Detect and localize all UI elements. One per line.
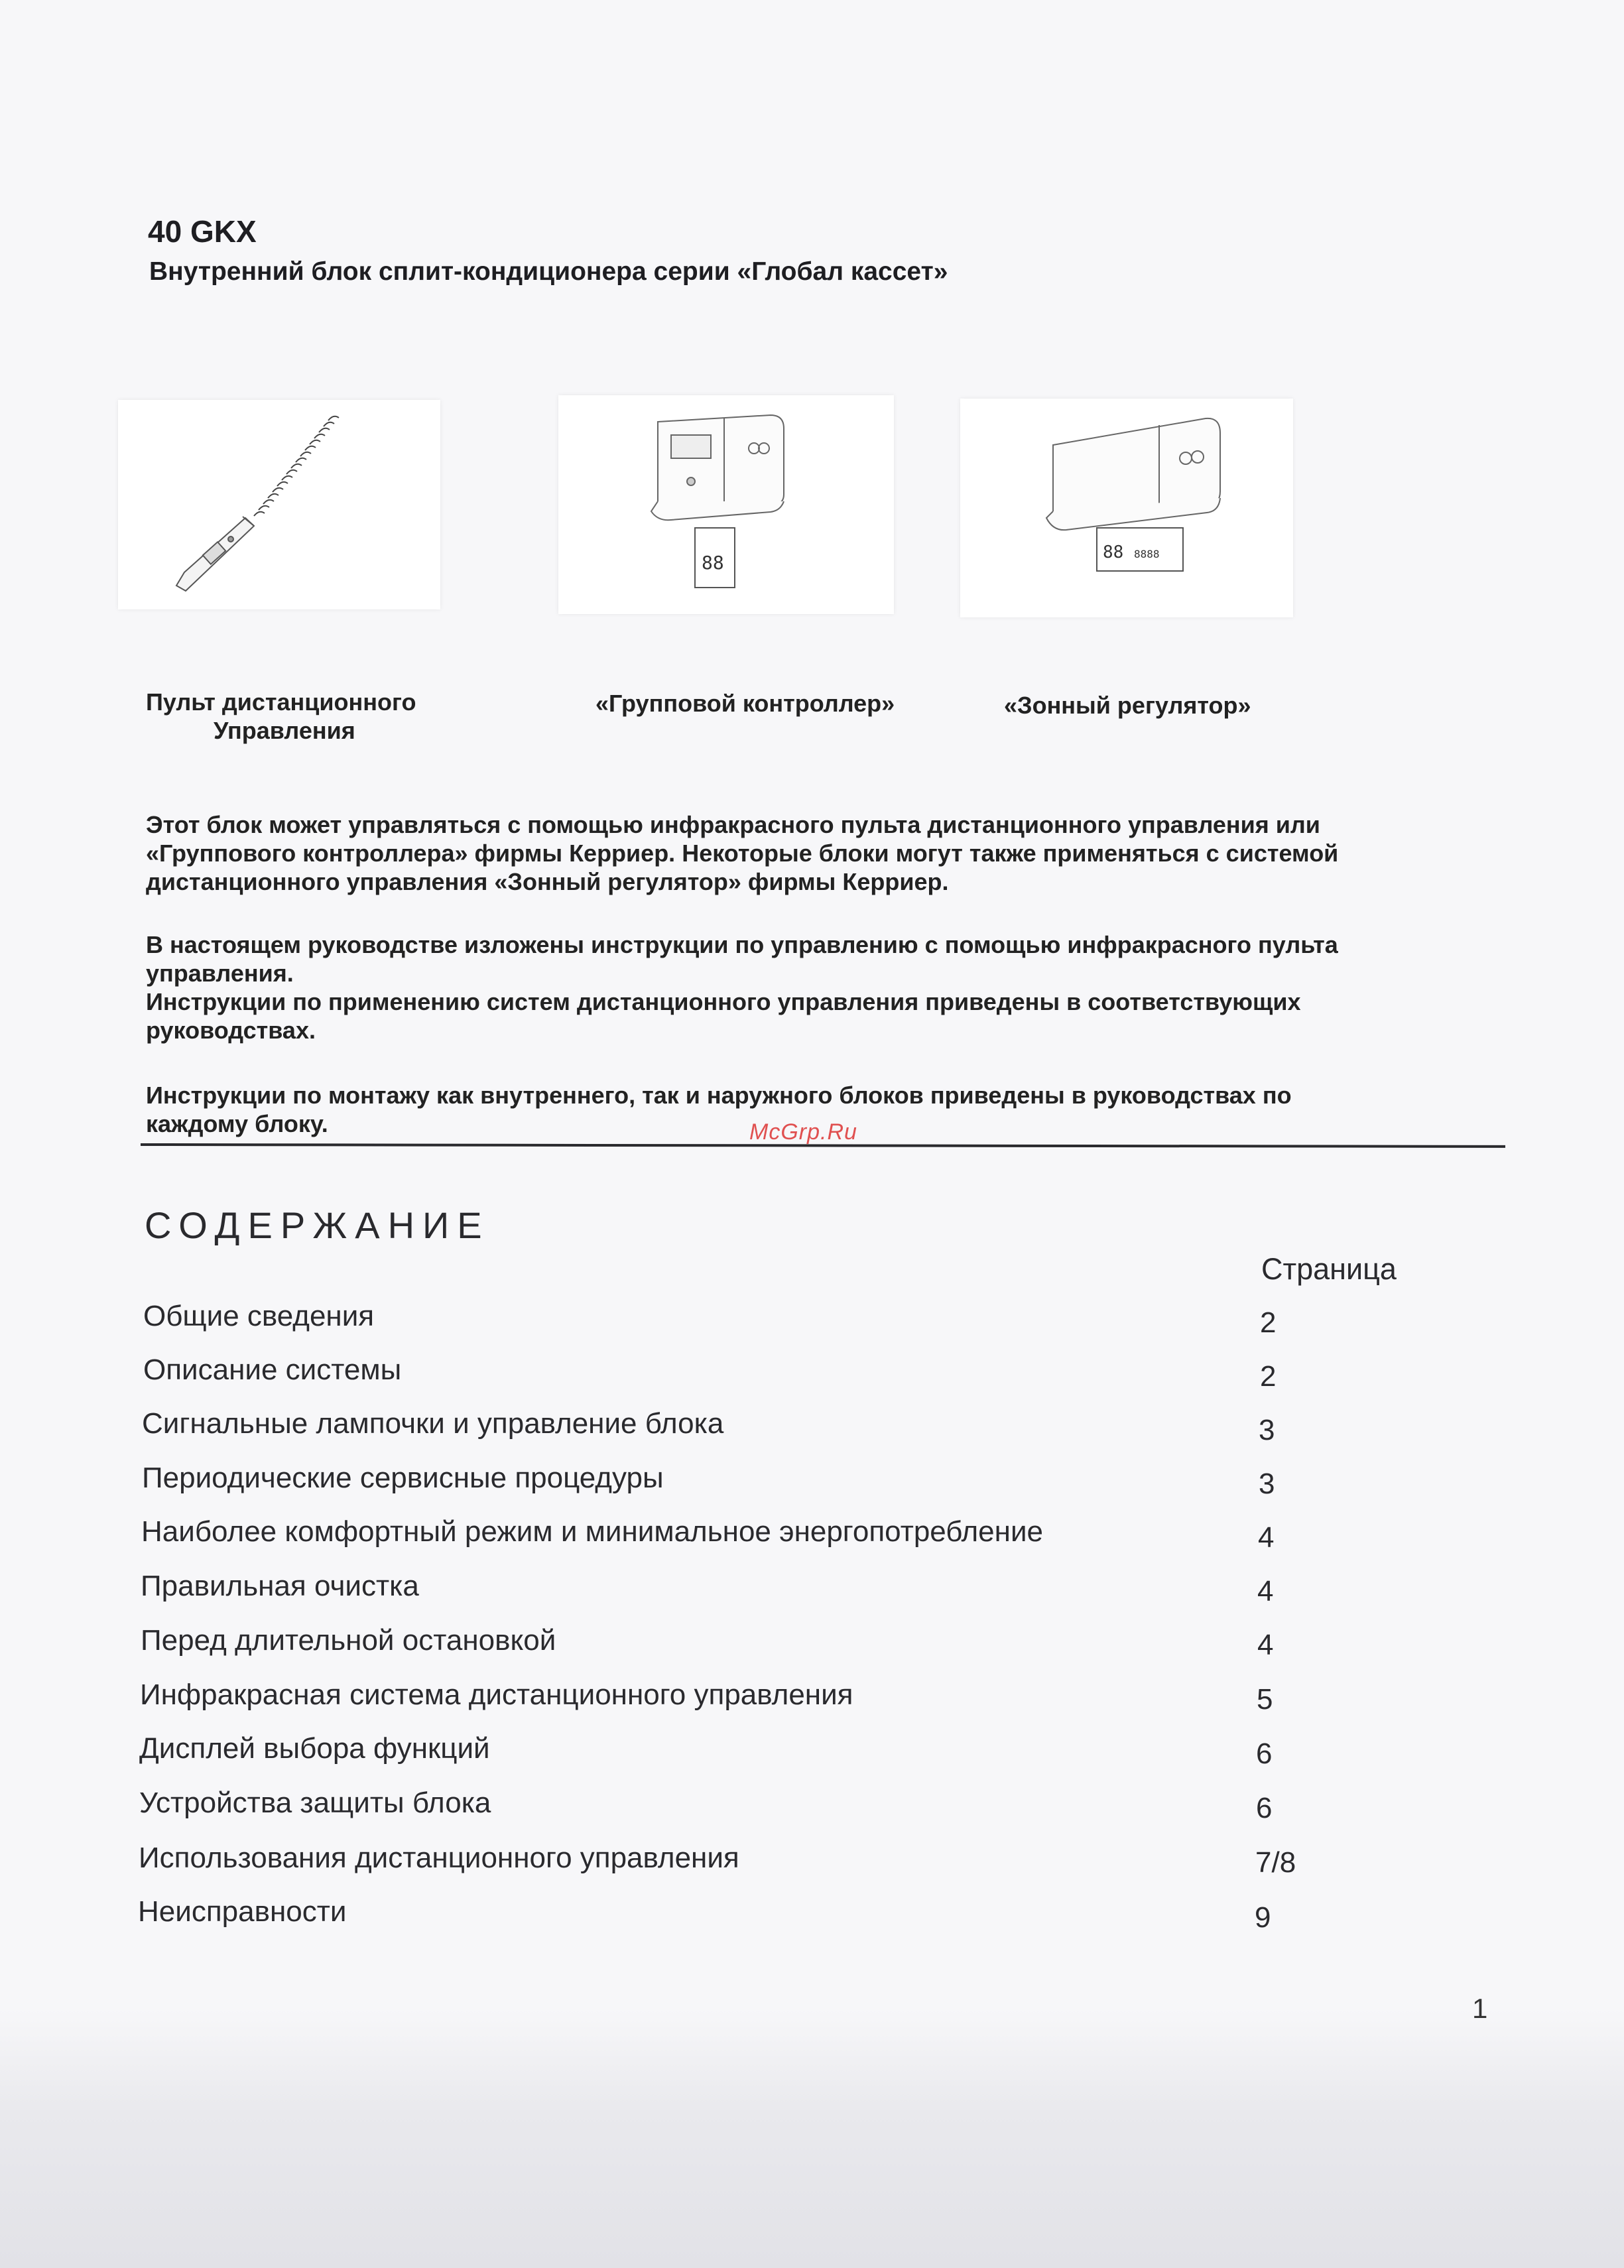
- zone-regulator-illustration: [960, 399, 1293, 617]
- svg-text:88: 88: [1103, 542, 1124, 562]
- remote-control-image: [118, 400, 440, 609]
- group-controller-image: [558, 395, 894, 614]
- document-subtitle: Внутренний блок сплит-кондиционера серии «Глобал кассет»: [149, 257, 948, 286]
- zone-regulator-image: [960, 399, 1293, 617]
- toc-item-page: 2: [1260, 1360, 1277, 1393]
- intro-paragraph-1: [146, 810, 1499, 896]
- zone-regulator-caption: «Зонный регулятор»: [1004, 692, 1251, 719]
- watermark: McGrp.Ru: [749, 1119, 857, 1145]
- toc-item-page: 3: [1259, 1414, 1275, 1446]
- remote-control-illustration: [118, 400, 440, 609]
- remote-caption-line2: Управления: [214, 717, 355, 744]
- scan-shadow: [0, 2009, 1624, 2268]
- toc-item-label: Устройства защиты блока: [139, 1787, 491, 1819]
- remote-caption-line1: Пульт дистанционного: [146, 688, 416, 716]
- text-line: руководствах.: [146, 1017, 316, 1044]
- text-line: управления.: [146, 960, 294, 987]
- toc-item-page: 3: [1259, 1468, 1275, 1500]
- toc-item-label: Дисплей выбора функций: [139, 1732, 490, 1765]
- intro-paragraph-2: [146, 930, 1499, 1044]
- toc-item-label: Наиболее комфортный режим и минимальное энергопотребление: [141, 1515, 1044, 1548]
- toc-item-label: Периодические сервисные процедуры: [142, 1462, 664, 1494]
- toc-item-page: 6: [1256, 1737, 1273, 1770]
- toc-item-page: 2: [1260, 1306, 1277, 1339]
- svg-text:8888: 8888: [1134, 548, 1160, 560]
- toc-item-label: Описание системы: [143, 1354, 402, 1386]
- text-line: Инструкции по монтажу как внутреннего, так и наружного блоков приведены в руководствах по: [146, 1082, 1292, 1109]
- svg-text:88: 88: [702, 552, 724, 574]
- text-line: дистанционного управления «Зонный регулятор» фирмы Керриер.: [146, 868, 949, 895]
- text-line: Инструкции по применению систем дистанционного управления приведены в соответствующих: [146, 988, 1301, 1015]
- group-controller-caption: «Групповой контроллер»: [595, 690, 895, 717]
- toc-item-page: 7/8: [1255, 1846, 1296, 1879]
- toc-item-page: 6: [1256, 1792, 1273, 1824]
- text-line: Этот блок может управляться с помощью инфракрасного пульта дистанционного управления или: [146, 811, 1320, 838]
- toc-item-label: Неисправности: [138, 1895, 347, 1928]
- infrared-signal-icon: [254, 416, 339, 516]
- toc-item-label: Общие сведения: [143, 1300, 375, 1332]
- toc-page-column-header: Страница: [1261, 1252, 1397, 1286]
- toc-item-label: Использования дистанционного управления: [139, 1842, 739, 1874]
- group-controller-illustration: [558, 395, 894, 614]
- toc-item-page: 4: [1258, 1521, 1275, 1554]
- toc-item-page: 4: [1257, 1629, 1274, 1661]
- toc-item-page: 9: [1255, 1901, 1271, 1934]
- toc-item-label: Правильная очистка: [141, 1570, 419, 1602]
- toc-item-label: Перед длительной остановкой: [141, 1624, 556, 1657]
- toc-heading: СОДЕРЖАНИЕ: [145, 1204, 490, 1246]
- toc-item-label: Инфракрасная система дистанционного управления: [140, 1678, 853, 1711]
- text-line: В настоящем руководстве изложены инструкции по управлению с помощью инфракрасного пульта: [146, 931, 1338, 958]
- text-line: каждому блоку.: [146, 1110, 328, 1137]
- page-number: 1: [1472, 1993, 1488, 2024]
- model-title: 40 GKX: [148, 214, 257, 249]
- toc-item-label: Сигнальные лампочки и управление блока: [142, 1407, 724, 1440]
- toc-item-page: 5: [1257, 1683, 1273, 1716]
- toc-item-page: 4: [1257, 1575, 1274, 1607]
- text-line: «Группового контроллера» фирмы Керриер. Некоторые блоки могут также применяться с системой: [146, 840, 1339, 867]
